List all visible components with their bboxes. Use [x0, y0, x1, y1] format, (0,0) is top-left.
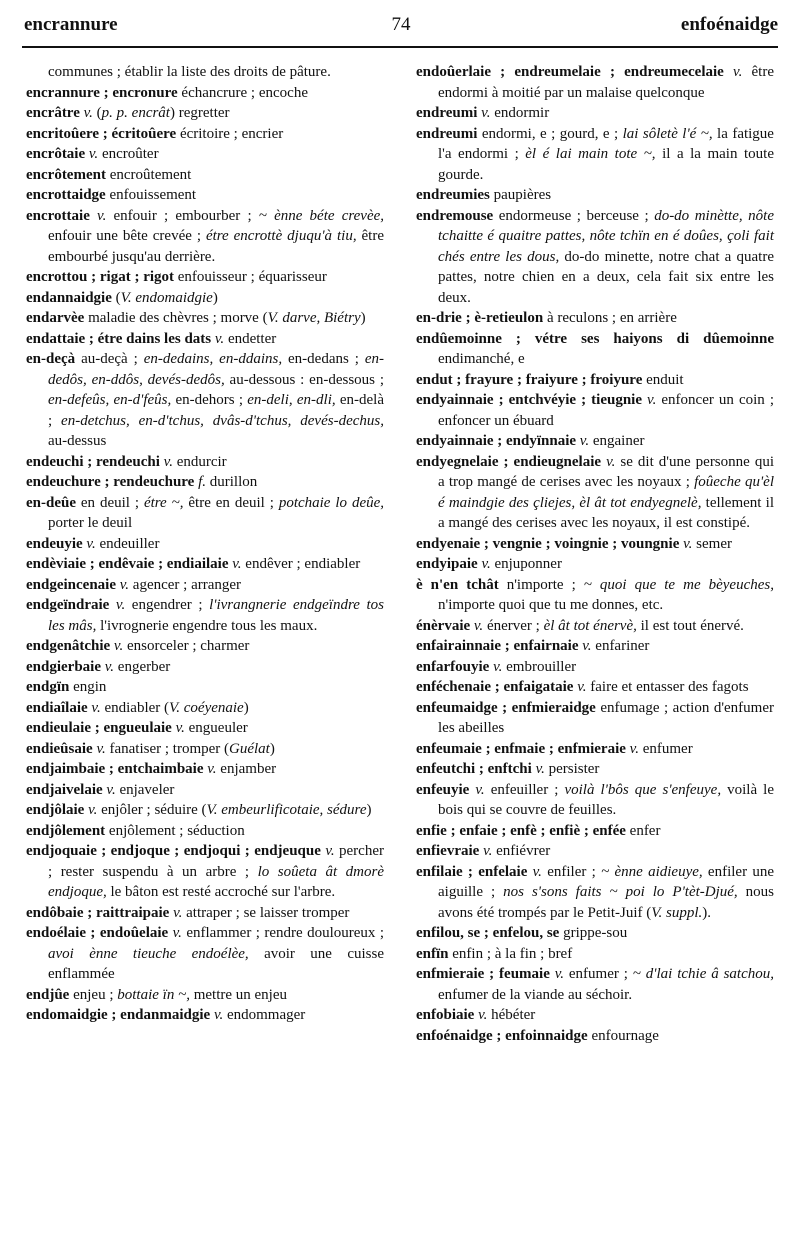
dictionary-entry: endeuchure ; rendeuchure f. durillon	[26, 474, 258, 490]
dictionary-entry: endjoquaie ; endjoque ; endjoqui ; endjeuque v. percher ; rester suspendu à un arbre ; lo soûeta ât dmorè endjoque, le bâton est resté accroché sur l'arbre.	[26, 843, 385, 900]
header-rule	[22, 46, 778, 48]
dictionary-entry: enféchenaie ; enfaigataie v. faire et entasser des fagots	[416, 679, 749, 695]
dictionary-entry: encrannure ; encronure échancrure ; encoche	[26, 84, 308, 101]
left-column	[26, 62, 384, 1026]
dictionary-entry: enfïn enfin ; à la fin ; bref	[416, 945, 573, 962]
dictionary-entry: en-drie ; è-retieulon à reculons ; en arrière	[416, 310, 677, 326]
dictionary-entry: enfmieraie ; feumaie v. enfumer ; ~ d'lai tchie â satchou, enfumer de la viande au séchoir.	[416, 966, 775, 1003]
page-header	[24, 14, 778, 46]
dictionary-entry: énèrvaie v. énerver ; èl ât tot énervè, il est tout énervé.	[416, 617, 744, 634]
dictionary-entry: enfeuyie v. enfeuiller ; voilà l'bôs que s'enfeuye, voilà le bois qui se couvre de feuilles.	[416, 781, 774, 818]
dictionary-entry: endreumies paupières	[416, 187, 552, 203]
dictionary-entry: endomaidgie ; endanmaidgie v. endommager	[26, 1007, 306, 1023]
dictionary-entry: enfarfouyie v. embrouiller	[416, 658, 577, 675]
dictionary-entry: endannaidgie (V. endomaidgie)	[26, 289, 218, 306]
dictionary-entry: endremouse endormeuse ; berceuse ; do-do minètte, nôte tchaitte é quaitre pattes, nôte tchïn en é doûes, çoli fait chés entre les dous, do-do minette, notre chat a quatre pattes, notre chien en a deux, cela fait six entre les deux.	[416, 207, 774, 306]
dictionary-entry: endyegnelaie ; endieugnelaie v. se dit d'une personne qui a trop mangé de cerises avec les noyaux ; foûeche qu'èl é maindgie des çliejes, èl ât tot endyegnelè, tellement il a mangé des cerises avec les noyaux, il est constipé.	[416, 453, 774, 531]
dictionary-entry: endyenaie ; vengnie ; voingnie ; voungnie v. semer	[416, 535, 732, 552]
right-guide-word: enfoénaidge	[680, 14, 778, 35]
dictionary-entry: endûemoinne ; vétre ses haiyons di dûemoinne endimanché, e	[416, 330, 774, 367]
dictionary-entry: endreumi v. endormir	[416, 105, 550, 121]
dictionary-entry: encritoûere ; écritoûere écritoire ; encrier	[26, 125, 284, 142]
dictionary-entry: endieulaie ; engueulaie v. engueuler	[26, 720, 248, 736]
dictionary-entry: endgierbaie v. engerber	[26, 658, 171, 675]
dictionary-entry: endgenâtchie v. ensorceler ; charmer	[26, 638, 250, 654]
dictionary-entry: endoélaie ; endoûelaie v. enflammer ; rendre douloureux ; avoi ènne tieuche endoélèe, avoir une cuisse enflammée	[26, 925, 385, 982]
dictionary-entry: endôbaie ; raittraipaie v. attraper ; se laisser tromper	[26, 904, 350, 921]
dictionary-entry: endyipaie v. enjuponner	[416, 556, 562, 572]
dictionary-entry: endeuyie v. endeuiller	[26, 535, 160, 552]
dictionary-entry: endut ; frayure ; fraiyure ; froiyure enduit	[416, 371, 684, 388]
dictionary-entry: enfoénaidge ; enfoinnaidge enfournage	[416, 1027, 659, 1044]
dictionary-entry: encrâtre v. (p. p. encrât) regretter	[26, 105, 230, 121]
dictionary-entry: endyainnaie ; endyïnnaie v. engainer	[416, 433, 645, 449]
dictionary-entry: enfilaie ; enfelaie v. enfiler ; ~ ènne aidieuye, enfiler une aiguille ; nos s'sons faits ~ poi lo P'tèt-Djué, nous avons été trompés par le Petit-Juif (V. suppl.).	[416, 863, 774, 921]
dictionary-entry: endeuchi ; rendeuchi v. endurcir	[26, 453, 227, 470]
dictionary-entry: endieûsaie v. fanatiser ; tromper (Guélat)	[26, 740, 275, 757]
dictionary-entry: enfilou, se ; enfelou, se grippe-sou	[416, 925, 628, 941]
left-guide-word: encrannure	[24, 14, 118, 35]
dictionary-entry: endarvèe maladie des chèvres ; morve (V. darve, Biétry)	[26, 310, 366, 326]
dictionary-entry: endyainnaie ; entchvéyie ; tieugnie v. enfoncer un coin ; enfoncer un ébuard	[416, 392, 774, 429]
dictionary-entry: encrottaie v. enfouir ; embourber ; ~ ènne béte crevèe, enfouir une bête crevée ; étre encrottè djuqu'à tiu, être embourbé jusqu'au derrière.	[26, 207, 385, 265]
dictionary-entry: enfeumaidge ; enfmieraidge enfumage ; action d'enfumer les abeilles	[416, 699, 774, 736]
dictionary-entry: encrôtaie v. encroûter	[26, 146, 159, 162]
dictionary-entry: endjaivelaie v. enjaveler	[26, 781, 175, 798]
dictionary-entry: endoûerlaie ; endreumelaie ; endreumecelaie v. être endormi à moitié par un malaise quelconque	[416, 64, 774, 101]
dictionary-entry: endattaie ; étre dains les dats v. endetter	[26, 330, 277, 347]
dictionary-entry: enfobiaie v. hébéter	[416, 1007, 536, 1023]
dictionary-entry: è n'en tchât n'importe ; ~ quoi que te me bèyeuches, n'importe quoi que tu me donnes, etc.	[416, 576, 774, 613]
dictionary-entry: encrôtement encroûtement	[26, 166, 192, 183]
dictionary-entry: endjôlement enjôlement ; séduction	[26, 822, 245, 839]
dictionary-entry: endjûe enjeu ; bottaie ïn ~, mettre un enjeu	[26, 986, 287, 1003]
dictionary-entry: endgïn engin	[26, 679, 107, 695]
dictionary-entry: endiaîlaie v. endiabler (V. coéyenaie)	[26, 699, 249, 716]
dictionary-entry: enfievraie v. enfiévrer	[416, 843, 551, 859]
dictionary-entry: endjaimbaie ; entchaimbaie v. enjamber	[26, 761, 277, 777]
dictionary-entry: en-deçà au-deçà ; en-dedains, en-ddains, en-dedans ; en-dedôs, en-ddôs, devés-dedôs, au-dessous : en-dessous ; en-defeûs, en-d'feûs, en-dehors ; en-deli, en-dli, en-delà ; en-detchus, en-d'tchus, dvâs-d'tchus, devés-dechus, au-dessus	[26, 351, 384, 449]
dictionary-entry: enfie ; enfaie ; enfè ; enfiè ; enfée enfer	[416, 822, 661, 839]
dictionary-entry: communes ; établir la liste des droits de pâture.	[48, 64, 331, 80]
dictionary-entry: endreumi endormi, e ; gourd, e ; lai sôletè l'é ~, la fatigue l'a endormi ; èl é lai main tote ~, il a la main toute gourde.	[416, 125, 774, 183]
dictionary-entry: endjôlaie v. enjôler ; séduire (V. embeurlificotaie, sédure)	[26, 802, 372, 818]
dictionary-entry: encrottou ; rigat ; rigot enfouisseur ; équarisseur	[26, 269, 327, 285]
dictionary-entry: en-deûe en deuil ; étre ~, être en deuil ; potchaie lo deûe, porter le deuil	[26, 494, 385, 531]
dictionary-entry: endgeïndraie v. engendrer ; l'ivrangnerie endgeïndre tos les mâs, l'ivrognerie engendre tous les maux.	[26, 597, 384, 634]
right-column	[416, 62, 774, 1046]
dictionary-entry: enfeutchi ; enftchi v. persister	[416, 761, 600, 777]
dictionary-entry: endèviaie ; endêvaie ; endiailaie v. endêver ; endiabler	[26, 556, 361, 572]
dictionary-entry: encrottaidge enfouissement	[26, 187, 197, 203]
dictionary-entry: endgeincenaie v. agencer ; arranger	[26, 576, 242, 593]
dictionary-entry: enfeumaie ; enfmaie ; enfmieraie v. enfumer	[416, 740, 693, 757]
page-number: 74	[391, 14, 411, 35]
dictionary-entry: enfairainnaie ; enfairnaie v. enfariner	[416, 638, 650, 654]
